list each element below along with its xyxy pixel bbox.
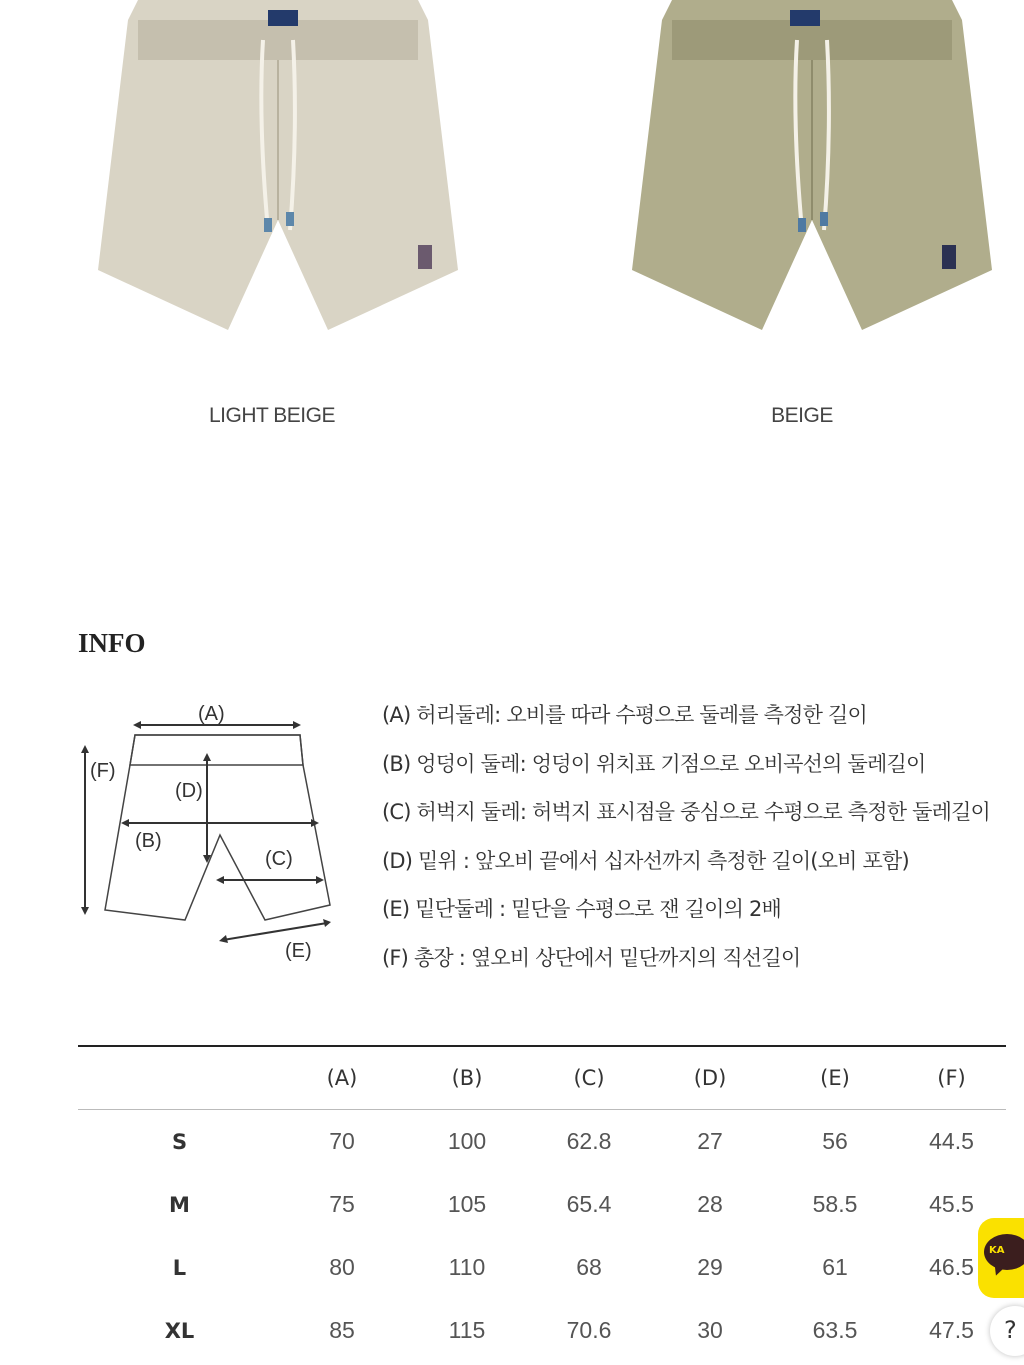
table-cell: 47.5 [929, 1317, 974, 1343]
table-cell: 29 [697, 1254, 723, 1280]
table-cell: 80 [329, 1254, 355, 1280]
definition-d: (D) 밑위 : 앞오비 끝에서 십자선까지 측정한 길이(오비 포함) [382, 848, 909, 873]
info-title: INFO [78, 628, 146, 658]
table-cell: 70.6 [566, 1317, 612, 1343]
header-cell: (E) [820, 1066, 850, 1090]
table-cell: 75 [329, 1191, 355, 1217]
table-cell: 62.8 [566, 1128, 612, 1154]
product-image-light-beige [78, 0, 478, 340]
kakao-chat-button[interactable] [978, 1218, 1024, 1298]
size-table [78, 1045, 1006, 1362]
table-cell: 28 [697, 1191, 723, 1217]
kakao-label: KA [989, 1245, 1005, 1256]
bear-logo-icon [942, 245, 956, 269]
header-cell: (B) [451, 1066, 483, 1090]
table-row [78, 1110, 1006, 1173]
label-c: (C) [265, 848, 293, 870]
table-cell: 110 [448, 1254, 486, 1280]
table-cell: 44.5 [929, 1128, 974, 1154]
table-cell: 100 [447, 1128, 487, 1154]
question-icon: ? [1004, 1316, 1017, 1344]
header-cell: (C) [573, 1066, 605, 1090]
size-label: S [171, 1129, 188, 1154]
measurement-diagram [75, 695, 365, 975]
table-row [78, 1173, 1006, 1236]
header-cell: (A) [326, 1066, 358, 1090]
label-f: (F) [90, 760, 116, 782]
definition-f: (F) 총장 : 옆오비 상단에서 밑단까지의 직선길이 [382, 945, 801, 970]
size-label: L [172, 1255, 187, 1280]
bear-logo-icon [418, 245, 432, 269]
table-cell: 30 [697, 1317, 723, 1343]
label-b: (B) [135, 830, 162, 852]
label-e: (E) [285, 940, 312, 962]
product-color-beige: BEIGE [771, 404, 833, 427]
table-cell: 70 [329, 1128, 355, 1154]
product-color-light-beige: LIGHT BEIGE [209, 404, 335, 427]
table-cell: 105 [447, 1191, 487, 1217]
header-cell: (F) [937, 1066, 966, 1090]
label-d: (D) [175, 780, 203, 802]
measurement-definitions [382, 700, 990, 991]
table-cell: 58.5 [812, 1191, 858, 1217]
definition-e: (E) 밑단둘레 : 밑단을 수평으로 잰 길이의 2배 [382, 897, 781, 921]
label-a: (A) [198, 703, 225, 725]
table-cell: 85 [329, 1317, 355, 1343]
table-cell: 68 [576, 1254, 602, 1280]
table-header-row [78, 1047, 1006, 1110]
table-cell: 27 [697, 1128, 723, 1154]
table-row [78, 1236, 1006, 1299]
table-row [78, 1299, 1006, 1362]
product-image-beige [612, 0, 1012, 340]
table-cell: 65.4 [566, 1191, 612, 1217]
header-cell: (D) [693, 1066, 727, 1090]
definition-b: (B) 엉덩이 둘레: 엉덩이 위치표 기점으로 오비곡선의 둘레길이 [382, 751, 926, 776]
header-cell [78, 1047, 281, 1109]
table-cell: 115 [448, 1317, 486, 1343]
definition-a: (A) 허리둘레: 오비를 따라 수평으로 둘레를 측정한 길이 [382, 703, 867, 727]
table-cell: 46.5 [929, 1254, 974, 1280]
brand-tag-icon [790, 10, 820, 26]
size-label: M [169, 1192, 190, 1217]
brand-tag-icon [268, 10, 298, 26]
size-label: XL [164, 1318, 195, 1343]
table-cell: 56 [822, 1128, 848, 1154]
table-cell: 63.5 [812, 1317, 858, 1343]
definition-c: (C) 허벅지 둘레: 허벅지 표시점을 중심으로 수평으로 측정한 둘레길이 [382, 800, 991, 824]
table-cell: 61 [822, 1254, 848, 1280]
table-cell: 45.5 [929, 1191, 974, 1217]
